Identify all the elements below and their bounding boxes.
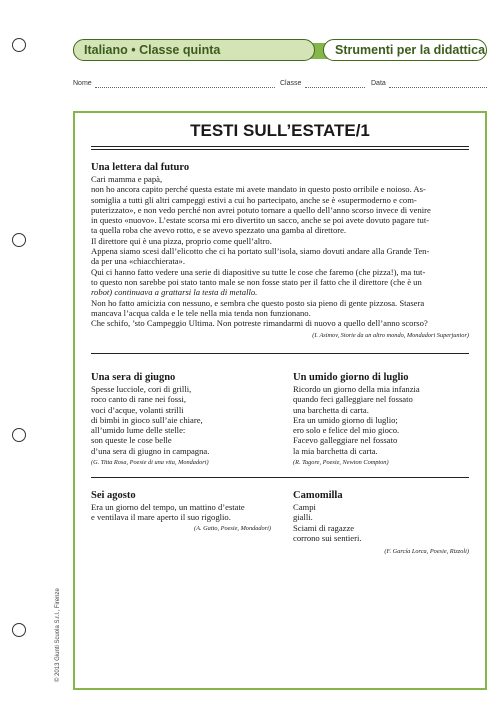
poem-line: Campi — [293, 502, 316, 512]
poem-line: e ventilava il mare aperto il suo rigoglio. — [91, 512, 231, 523]
date-label: Data — [371, 80, 386, 87]
poem-line: d’una sera di giugno in campagna. — [91, 445, 210, 456]
poem-august-credit: (A. Gatto, Poesie, Mondadori) — [194, 524, 271, 532]
letter-credit: (I. Asimov, Storie da un altro mondo, Mondadori Superjunior) — [312, 332, 469, 340]
class-field[interactable] — [305, 87, 365, 88]
page-title: TESTI SULL’ESTATE/1 — [190, 121, 370, 140]
page-header — [73, 39, 487, 61]
date-field[interactable] — [389, 87, 487, 88]
poem-line: Era un umido giorno di luglio; — [293, 414, 398, 425]
poem-june-heading: Una sera di giugno — [91, 372, 176, 383]
letter-line: ta quella roba che avevo rotto, e se avevo spezzato una gamba al direttore. — [91, 225, 347, 236]
letter-line: Che schifo, ’sto Campeggio Ultima. Non potreste rimandarmi di nuovo a quello dell’anno scorso? — [91, 318, 428, 329]
binder-hole-1 — [12, 38, 26, 52]
letter-line: somiglia a tutti gli altri campeggi estivi a cui ho partecipato, anche se è «supermoderno e com- — [91, 194, 417, 205]
binder-hole-4 — [12, 623, 26, 637]
letter-heading: Una lettera dal futuro — [91, 162, 190, 173]
letter-line: to questo non sarebbe poi stato tanto male se non fosse stato per il fatto che il direttore (che è un — [91, 276, 422, 287]
letter-line: Il direttore qui è una pizza, proprio come quell’altro. — [91, 235, 272, 246]
poem-august-heading: Sei agosto — [91, 490, 136, 501]
poem-chamomile-heading: Camomilla — [293, 490, 343, 501]
letter-rule — [91, 353, 469, 354]
poems-rule — [91, 477, 469, 478]
letter-text — [91, 161, 469, 342]
poem-june-credit: (G. Titta Rosa, Poesie di una vita, Mondadori) — [91, 459, 209, 467]
binder-hole-3 — [12, 428, 26, 442]
poem-line: Spesse lucciole, cori di grilli, — [91, 384, 192, 394]
letter-line: non ho ancora capito perché questa estate mi avete mandato in questo posto orribile e noioso. As- — [91, 184, 426, 195]
poem-line: voci d’acque, volanti strilli — [91, 404, 184, 415]
poem-line: Sciami di ragazze — [293, 522, 355, 533]
poem-chamomile-credit: (F. García Lorca, Poesie, Rizzoli) — [384, 548, 469, 556]
poem-line: all’umido lume delle stelle: — [91, 425, 186, 436]
letter-line: Qui ci hanno fatto vedere una serie di diapositive su tutte le cose che faremo (che pizza!), ma tut- — [91, 266, 426, 277]
poem-line: son queste le cose belle — [91, 435, 172, 446]
section-label: Strumenti per la didattica — [335, 43, 486, 57]
poem-june — [91, 371, 281, 468]
class-label: Classe — [280, 80, 302, 87]
poem-line: gialli. — [293, 512, 313, 523]
letter-line: Non ho fatto amicizia con nessuno, e sembra che questo posto sia pieno di gente pizzosa. Stasera — [91, 297, 425, 308]
letter-line: Cari mamma e papà, — [91, 174, 163, 184]
letter-line: robot) continuava a grattarsi la testa di metallo. — [91, 287, 258, 298]
poem-line: una barchetta di carta. — [293, 404, 369, 415]
letter-line: puterizzato», e non vedo perché non avrei potuto tornare a quello dell’anno scorso invece di venire — [91, 204, 431, 215]
poem-august — [91, 489, 287, 534]
poem-line: corrono sui sentieri. — [293, 532, 362, 543]
poem-july-credit: (R. Tagore, Poesie, Newton Compton) — [293, 459, 389, 467]
copyright-notice: © 2013 Giunti Scuola S.r.l., Firenze — [55, 588, 61, 682]
binder-hole-2 — [12, 233, 26, 247]
poem-line: Ricordo un giorno della mia infanzia — [293, 384, 420, 394]
section-tab — [323, 39, 487, 61]
letter-line: mancava l’acqua calda e le tele nella mia tenda non funzionano. — [91, 307, 311, 318]
poem-line: quando feci galleggiare nel fossato — [293, 394, 413, 405]
letter-line: da per una «chiacchierata». — [91, 256, 185, 267]
poem-line: Facevo galleggiare nel fossato — [293, 435, 398, 446]
poem-line: ero solo e felice del mio gioco. — [293, 425, 400, 436]
name-field[interactable] — [95, 87, 275, 88]
poem-line: di bimbi in gioco sull’aie chiare, — [91, 414, 203, 425]
letter-line: Appena siamo scesi dall’elicotto che ci ha portato sull’isola, siamo dovuti andare alla Grande Ten- — [91, 246, 430, 257]
worksheet-frame — [73, 111, 487, 690]
name-label: Nome — [73, 80, 92, 87]
poem-line: la mia barchetta di carta. — [293, 445, 378, 456]
poem-july — [293, 371, 469, 468]
letter-line: in questo «nuovo». L’estate scorsa mi ero divertito un sacco, anche se poi avete dovuto pagare tut- — [91, 215, 430, 226]
subject-tab — [73, 39, 315, 61]
subject-label: Italiano • Classe quinta — [84, 43, 221, 57]
poem-chamomile — [293, 489, 469, 557]
poem-line: Era un giorno del tempo, un mattino d’estate — [91, 502, 245, 512]
poem-line: roco canto di rane nei fossi, — [91, 394, 186, 405]
poem-july-heading: Un umido giorno di luglio — [293, 372, 409, 383]
student-fields — [73, 80, 487, 92]
